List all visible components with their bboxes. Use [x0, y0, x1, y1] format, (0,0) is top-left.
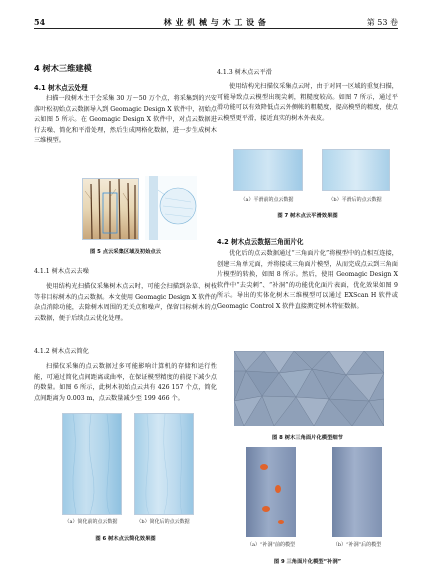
figure-7a-before-smoothing: [233, 149, 303, 191]
figure-6b-point-cloud-after: [134, 413, 194, 515]
paragraph-1: 扫描一段树木主干会采集 30 万～50 万个点，将采集到的兴安落叶松初始点云数据导入到 Geomagic Design X 软件中，初始点云如图 5 所示。在 Geomagic Design X 软件中，对点云数据进行去噪、简化和平滑处理，然后生成网格化数据，进一步生成树木三维模型。: [34, 95, 217, 145]
volume-label: 第 53 卷: [366, 18, 398, 27]
figure-7a-label: （a）平滑前的点云数据: [240, 197, 294, 203]
section-heading-4-1: 4.1 树木点云处理: [34, 84, 88, 92]
section-heading-4-2: 4.2 树木点云数据三角面片化: [217, 238, 304, 246]
figure-9-caption: 图 9 三角面片化模型“补洞”: [273, 559, 342, 565]
figure-5-caption: 图 5 点云采集区域及初始点云: [90, 249, 161, 255]
figure-6a-label: （a）简化前的点云数据: [64, 519, 118, 525]
figure-8-triangle-mesh: [234, 351, 384, 426]
paragraph-2: 使用结构光扫描仪采集树木点云时，可能会扫描到杂草、树枝等非目标树木的点云数据。本文使用 Geomagic Design X 软件的杂点消除功能，去除树木周围的无关点和噪声，保留目标树木的点云数据，便于后续点云优化处理。: [34, 283, 217, 322]
bark-texture-b: [135, 414, 193, 514]
figure-9a-label: （a）“补洞”前的模型: [246, 542, 296, 548]
figure-9b-after-hole-filling: [332, 447, 382, 537]
figure-7-caption: 图 7 树木点云平滑效果图: [277, 213, 338, 219]
figure-5-forest-photo: [82, 178, 139, 240]
subsection-heading-4-1-1: 4.1.1 树木点云去噪: [34, 268, 89, 275]
header-rule: [34, 28, 398, 29]
holes-illustration: [246, 447, 296, 537]
journal-title: 林 业 机 械 与 木 工 设 备: [163, 17, 267, 27]
figure-6b-label: （b）简化后的点云数据: [136, 519, 190, 525]
figure-6-caption: 图 6 树木点云简化效果图: [95, 536, 156, 542]
trees-illustration: [83, 179, 138, 239]
paragraph-4: 使用结构光扫描仪采集点云时，由于对同一区域的重复扫描，可能导致点云模型出现尖刺，粗糙度较高。如图 7 所示，通过平滑功能可以有效降低点云外侧帐的粗糙度，提高模型的精度，使点云模型更平滑，接近真实的树木外表皮。: [217, 83, 398, 122]
figure-5-initial-point-cloud: [145, 176, 197, 240]
figure-7b-after-smoothing: [322, 149, 390, 191]
mesh-illustration: [234, 351, 384, 426]
section-heading-4: 4 树木三维建模: [34, 63, 92, 73]
bark-texture-a: [63, 414, 121, 514]
subsection-heading-4-1-3: 4.1.3 树木点云平滑: [217, 69, 272, 76]
figure-6a-point-cloud-before: [62, 413, 122, 515]
paragraph-3: 扫描仪采集的点云数据过多可能影响计算机的存储和运行性能，可通过简化点间距离或曲率，在保证模型精度的前提下减少点的数量。如图 6 所示，此树木初始点云共有 426 157 个点，简化点间距离为 0.003 m，点云数量减少至 199 466 个。: [34, 363, 217, 402]
figure-9a-before-hole-filling: [246, 447, 296, 537]
figure-9b-label: （b）“补洞”后的模型: [332, 542, 382, 548]
subsection-heading-4-1-2: 4.1.2 树木点云简化: [34, 348, 89, 355]
figure-7b-label: （b）平滑后的点云数据: [328, 197, 382, 203]
paragraph-5: 优化后的点云数据通过“三角面片化”将模型中的点相互连接，创建三角单元面，并将接成三角面片模型，从而完成点云到三角面片模型的转换，如图 8 所示。然后，使用 Geomagic Design X 软件中“去尖刺”、“补洞”的功能优化面片表面，优化效果如图 9 所示。导出的实体化树木三维模型可以通过 EXScan H 软件或 Geomagic Control X 软件直接测定树木特征数据。: [217, 250, 398, 310]
figure-8-caption: 图 8 树木三角面片化模型细节: [272, 435, 343, 441]
point-cloud-illustration: [145, 176, 197, 240]
page-number: 54: [34, 17, 46, 27]
